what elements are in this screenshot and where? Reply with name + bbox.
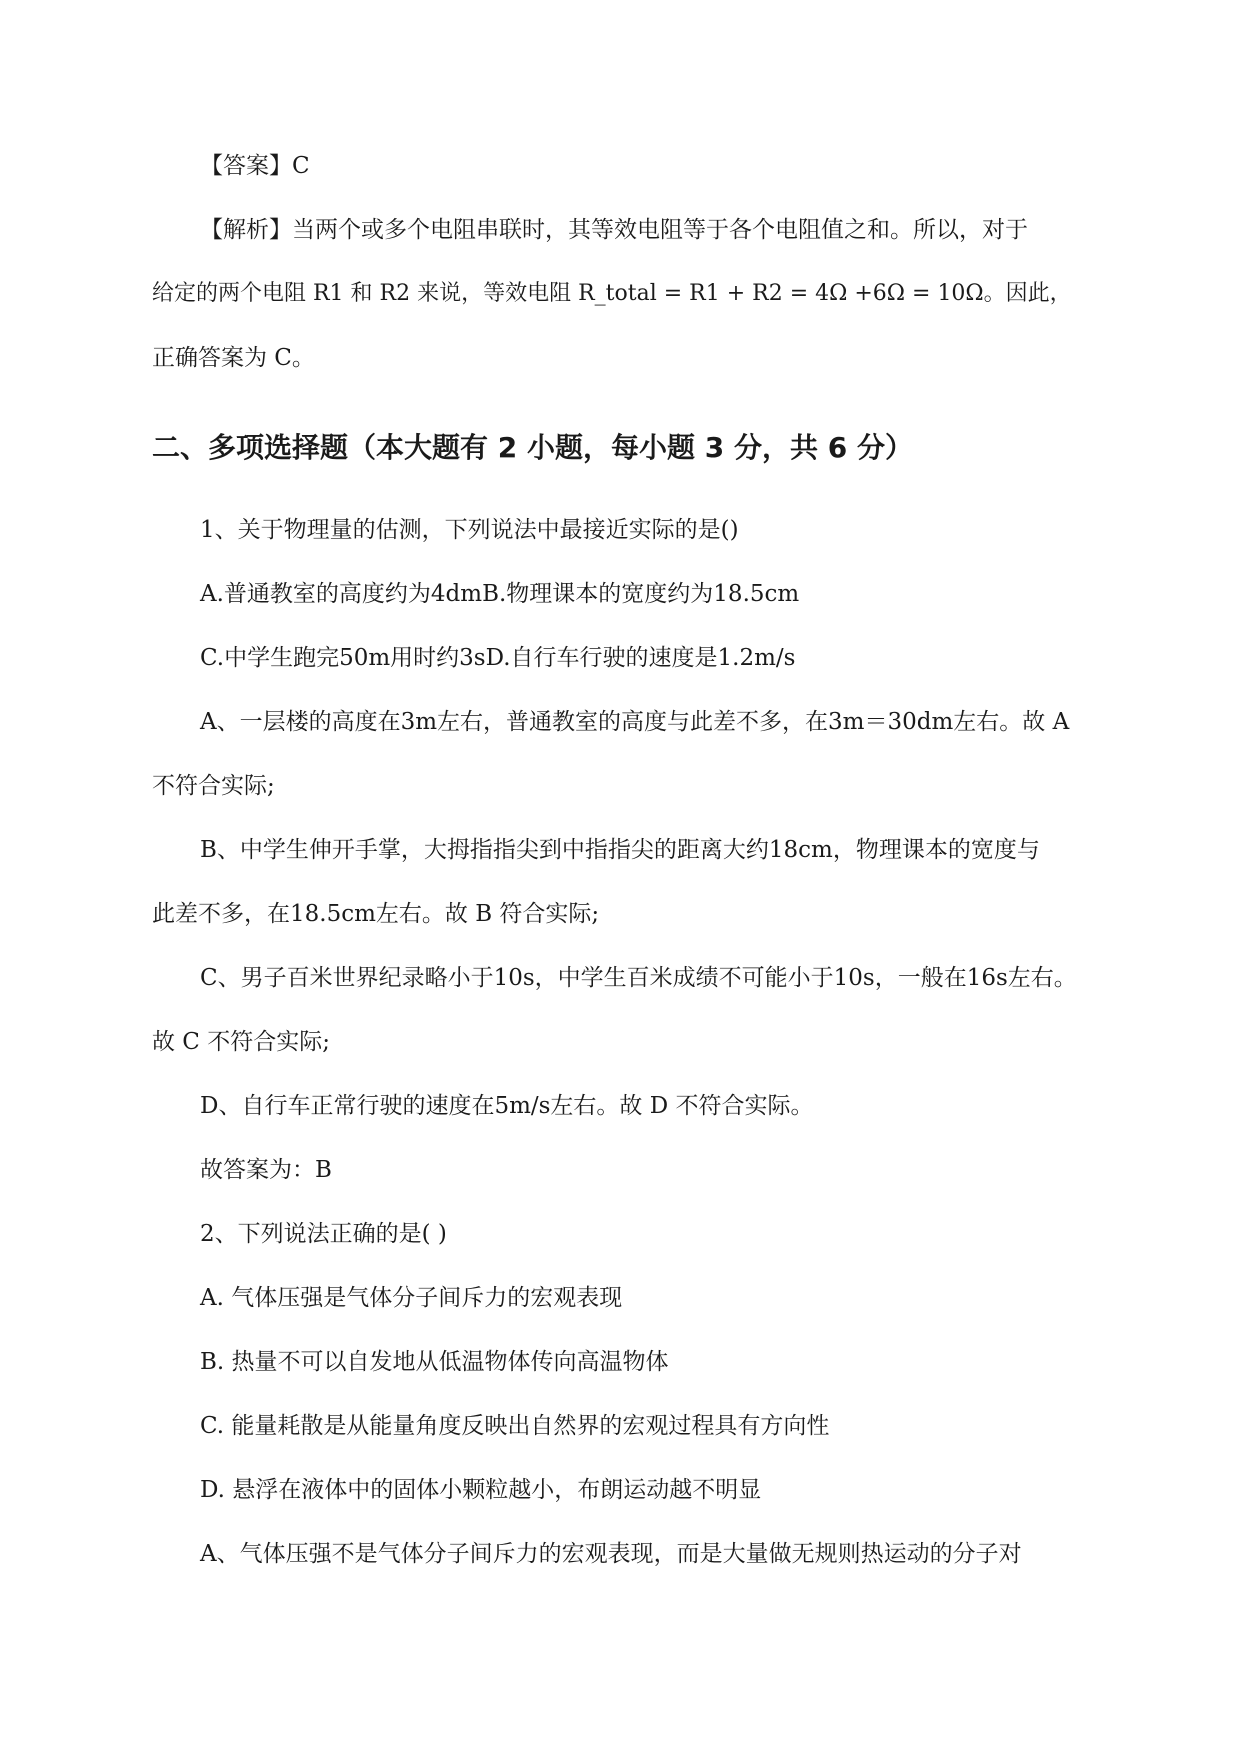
q1-answer: 故答案为：B	[200, 1157, 332, 1183]
q1-explanation-c-2: 故 C 不符合实际;	[152, 1029, 330, 1055]
analysis-line-2: 给定的两个电阻 R1 和 R2 来说，等效电阻 R_total = R1 + R2 = 4Ω +6Ω = 10Ω。因此，	[152, 281, 1072, 306]
analysis-line-3: 正确答案为 C。	[152, 345, 315, 371]
q1-explanation-b-1: B、中学生伸开手掌，大拇指指尖到中指指尖的距离大约18cm，物理课本的宽度与	[200, 837, 1040, 863]
q1-explanation-a-1: A、一层楼的高度在3m左右，普通教室的高度与此差不多，在3m＝30dm左右。故 A	[200, 709, 1070, 735]
answer-label: 【答案】C	[200, 153, 310, 179]
q1-explanation-a-2: 不符合实际;	[152, 773, 275, 799]
analysis-line-1: 【解析】当两个或多个电阻串联时，其等效电阻等于各个电阻值之和。所以，对于	[200, 217, 1028, 243]
q2-explanation-a-1: A、气体压强不是气体分子间斥力的宏观表现，而是大量做无规则热运动的分子对	[200, 1541, 1022, 1567]
q2-stem: 2、下列说法正确的是( )	[200, 1221, 447, 1247]
section-title: 二、多项选择题（本大题有 2 小题，每小题 3 分，共 6 分）	[152, 431, 913, 464]
q1-stem: 1、关于物理量的估测，下列说法中最接近实际的是()	[200, 517, 739, 543]
q2-option-b: B. 热量不可以自发地从低温物体传向高温物体	[200, 1349, 669, 1375]
q2-option-a: A. 气体压强是气体分子间斥力的宏观表现	[200, 1285, 623, 1311]
q1-explanation-c-1: C、男子百米世界纪录略小于10s，中学生百米成绩不可能小于10s，一般在16s左右。	[200, 965, 1077, 991]
q2-option-d: D. 悬浮在液体中的固体小颗粒越小，布朗运动越不明显	[200, 1477, 762, 1503]
q2-option-c: C. 能量耗散是从能量角度反映出自然界的宏观过程具有方向性	[200, 1413, 830, 1439]
q1-option-ab: A.普通教室的高度约为4dmB.物理课本的宽度约为18.5cm	[200, 581, 800, 607]
q1-explanation-d: D、自行车正常行驶的速度在5m/s左右。故 D 不符合实际。	[200, 1093, 814, 1119]
q1-explanation-b-2: 此差不多，在18.5cm左右。故 B 符合实际;	[152, 901, 600, 927]
q1-option-cd: C.中学生跑完50m用时约3sD.自行车行驶的速度是1.2m/s	[200, 645, 796, 671]
